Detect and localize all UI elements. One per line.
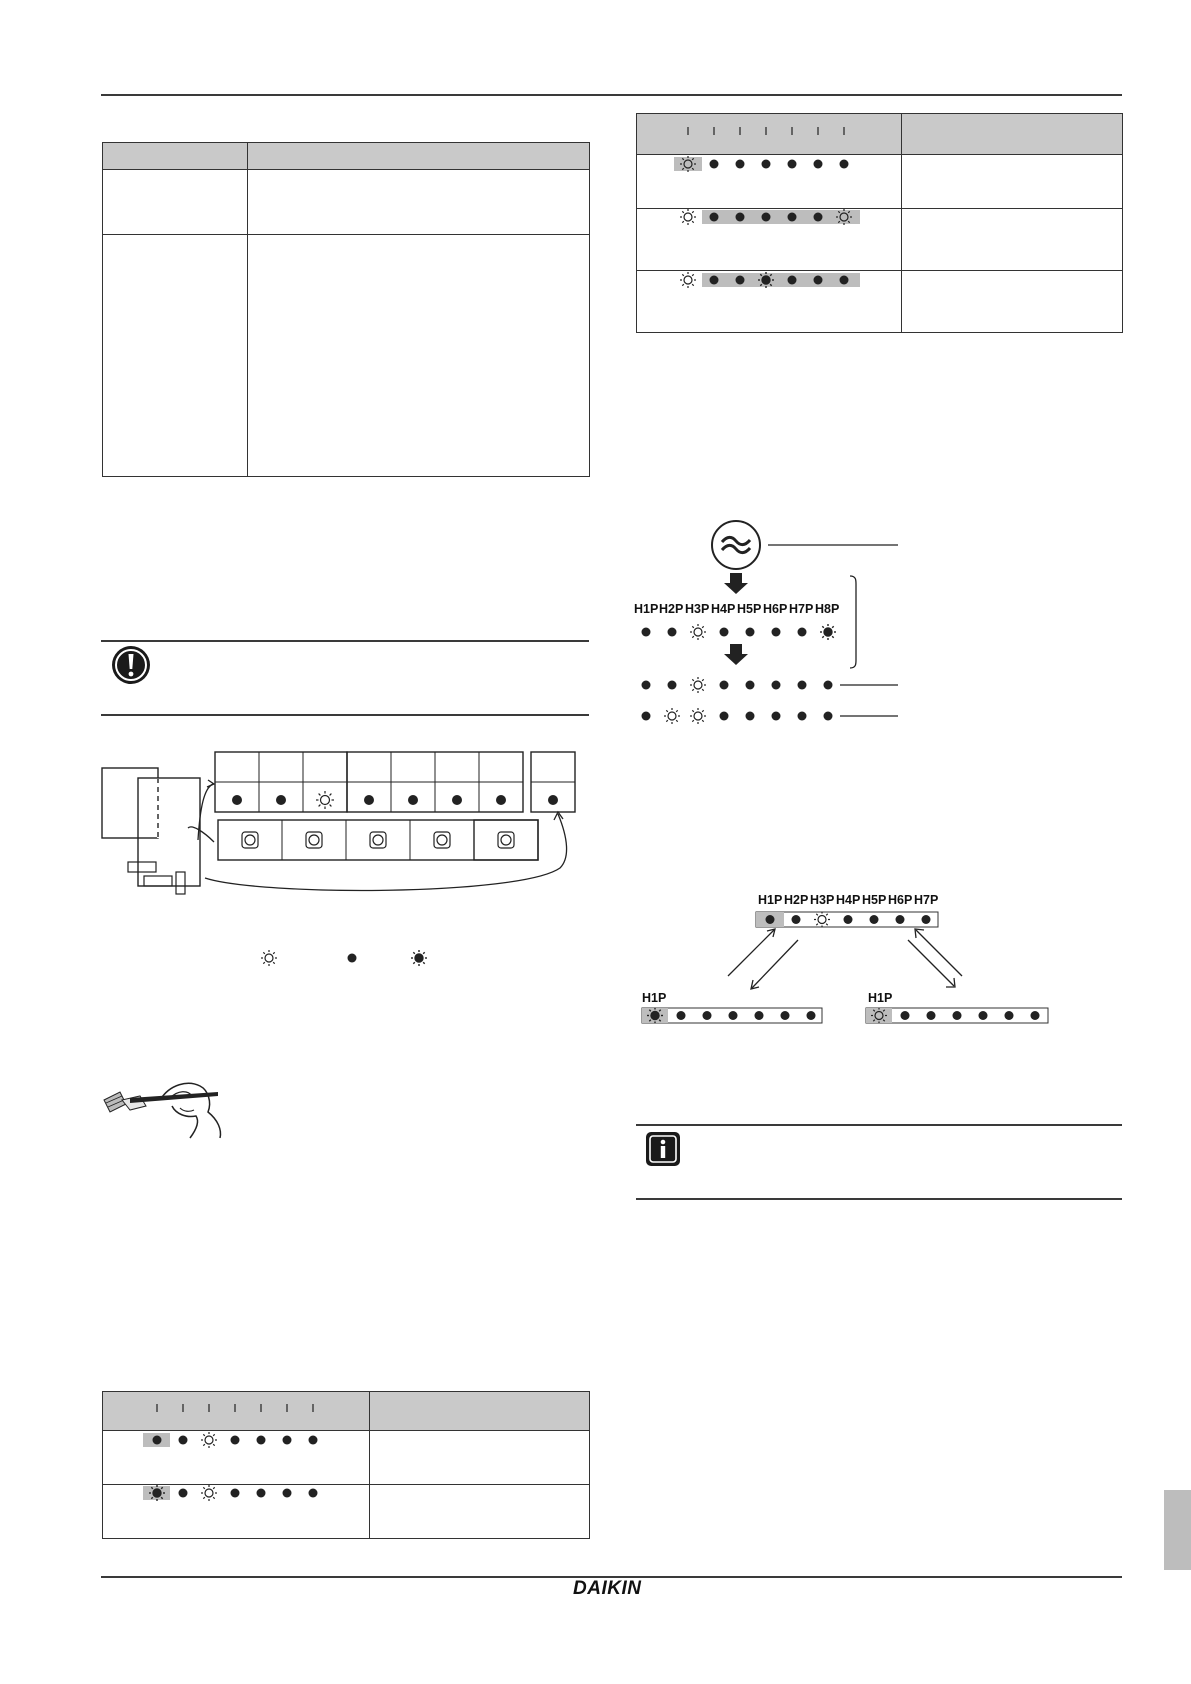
led-off-icon	[364, 795, 374, 805]
arrow-down-icon	[724, 644, 748, 665]
led-label: H2P	[659, 602, 684, 616]
led-label: H4P	[836, 893, 861, 907]
table-header-col1	[103, 143, 248, 170]
led-on-icon	[316, 791, 334, 809]
led-label: H7P	[914, 893, 939, 907]
led-label: H5P	[737, 602, 762, 616]
brand-logo: DAIKIN	[573, 1578, 642, 1599]
mode-label-right: H1P	[868, 991, 893, 1005]
push-button-row	[218, 820, 538, 860]
arrow-down-icon	[724, 573, 748, 594]
led-label: H7P	[789, 602, 814, 616]
led-label: H5P	[862, 893, 887, 907]
led-label: H4P	[711, 602, 736, 616]
led-label: H1P	[634, 602, 659, 616]
info-box-icon	[645, 1131, 681, 1167]
led-off-icon	[348, 954, 357, 963]
led-table-bottom-left-icons	[102, 1391, 370, 1543]
header-rule	[101, 94, 1122, 96]
led-on-icon	[261, 950, 277, 966]
table-header-desc	[370, 1392, 590, 1431]
info-top-rule	[636, 1124, 1122, 1126]
led-label: H3P	[810, 893, 835, 907]
pcb-outline	[138, 778, 200, 886]
led-off-icon	[548, 795, 558, 805]
chapter-tab	[1164, 1490, 1191, 1570]
mode-switch-diagram	[640, 888, 1060, 1028]
warning-bottom-rule	[101, 714, 589, 716]
led-off-icon	[232, 795, 242, 805]
hand-pen-illustration	[100, 1070, 224, 1140]
led-off-icon	[496, 795, 506, 805]
power-supply-icon	[712, 521, 760, 569]
led-label: H6P	[888, 893, 913, 907]
pcb-led-button-diagram	[100, 748, 590, 908]
led-label: H6P	[763, 602, 788, 616]
warning-top-rule	[101, 640, 589, 642]
settings-table-left	[102, 142, 590, 477]
exclamation-circle-icon	[110, 644, 152, 686]
led-off-icon	[452, 795, 462, 805]
mode-label-left: H1P	[642, 991, 667, 1005]
led-off-icon	[408, 795, 418, 805]
table-row	[103, 235, 590, 477]
led-label: H1P	[758, 893, 783, 907]
led-label: H8P	[815, 602, 840, 616]
table-header-col2	[248, 143, 590, 170]
led-table-top-right-icons	[636, 113, 902, 335]
table-header-desc	[902, 114, 1123, 155]
led-legend	[255, 948, 435, 968]
info-bottom-rule	[636, 1198, 1122, 1200]
led-off-icon	[276, 795, 286, 805]
led-strip-box	[215, 752, 575, 812]
table-row	[103, 170, 590, 235]
power-on-led-sequence	[628, 518, 918, 728]
led-label: H3P	[685, 602, 710, 616]
led-blink-icon	[411, 950, 427, 966]
led-label: H2P	[784, 893, 809, 907]
